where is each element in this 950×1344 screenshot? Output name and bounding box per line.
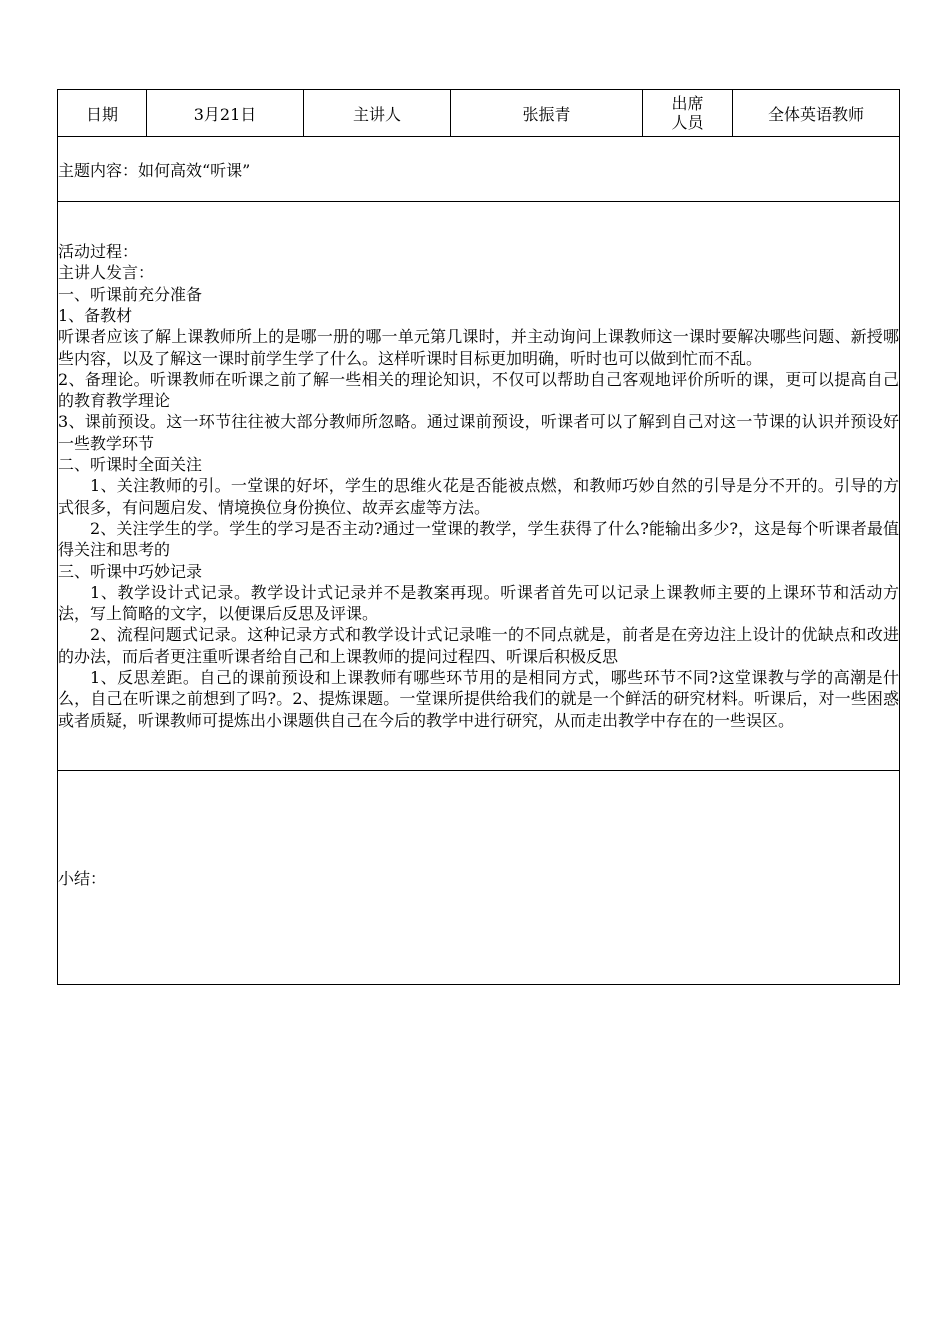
process-paragraph: 1、备教材 bbox=[58, 305, 133, 325]
attendees-label-line2: 人员 bbox=[671, 113, 704, 132]
date-label: 日期 bbox=[58, 90, 147, 137]
process-paragraph: 2、流程问题式记录。这种记录方式和教学设计式记录唯一的不同点就是，前者是在旁边注上设计的优缺点和改进的办法，而后者更注重听课者给自己和上课教师的提问过程四、听课后积极反思 bbox=[58, 625, 899, 666]
speaker-label: 主讲人 bbox=[304, 90, 451, 137]
header-row bbox=[58, 90, 900, 137]
process-paragraph: 二、听课时全面关注 bbox=[58, 455, 203, 475]
process-row bbox=[58, 202, 900, 771]
process-paragraph: 1、反思差距。自己的课前预设和上课教师有哪些环节用的是相同方式，哪些环节不同?这堂课教与学的高潮是什么，自己在听课之前想到了吗?。2、提炼课题。一堂课所提供给我们的就是一个鲜活的研究材料。听课后，对一些困惑或者质疑，听课教师可提炼出小课题供自己在今后的教学中进行研究，从而走出教学中存在的一些误区。 bbox=[58, 668, 899, 730]
process-paragraph: 2、备理论。听课教师在听课之前了解一些相关的理论知识，不仅可以帮助自己客观地评价所听的课，更可以提高自己的教育教学理论 bbox=[58, 369, 899, 411]
attendees-label bbox=[643, 90, 733, 137]
date-value: 3月21日 bbox=[147, 90, 304, 137]
attendees-label-line1: 出席 bbox=[671, 94, 704, 113]
topic-row bbox=[58, 137, 900, 202]
summary-row bbox=[58, 771, 900, 985]
process-paragraph: 1、关注教师的引。一堂课的好坏，学生的思维火花是否能被点燃，和教师巧妙自然的引导是分不开的。引导的方式很多，有问题启发、情境换位身份换位、故弄玄虚等方法。 bbox=[58, 476, 899, 517]
process-paragraph: 主讲人发言： bbox=[58, 263, 155, 283]
process-paragraph: 听课者应该了解上课教师所上的是哪一册的哪一单元第几课时，并主动询问上课教师这一课时要解决哪些问题、新授哪些内容，以及了解这一课时前学生学了什么。这样听课时目标更加明确，听时也可以做到忙而不乱。 bbox=[58, 327, 899, 368]
process-paragraph: 2、关注学生的学。学生的学习是否主动?通过一堂课的教学，学生获得了什么?能输出多少?，这是每个听课者最值得关注和思考的 bbox=[58, 518, 899, 560]
process-paragraph: 1、教学设计式记录。教学设计式记录并不是教案再现。听课者首先可以记录上课教师主要的上课环节和活动方法，写上简略的文字，以便课后反思及评课。 bbox=[58, 582, 899, 624]
process-paragraph: 一、听课前充分准备 bbox=[58, 284, 203, 304]
process-body bbox=[58, 241, 899, 731]
activity-record-table bbox=[57, 89, 900, 985]
speaker-value: 张振青 bbox=[451, 90, 643, 137]
summary-label: 小结： bbox=[58, 771, 900, 985]
process-cell bbox=[58, 202, 900, 771]
attendees-value: 全体英语教师 bbox=[733, 90, 900, 137]
process-paragraph: 三、听课中巧妙记录 bbox=[58, 561, 203, 581]
topic-text: 主题内容：如何高效“听课” bbox=[58, 137, 900, 202]
process-paragraph: 活动过程： bbox=[58, 242, 139, 262]
process-paragraph: 3、课前预设。这一环节往往被大部分教师所忽略。通过课前预设，听课者可以了解到自己对这一节课的认识并预设好一些教学环节 bbox=[58, 412, 899, 453]
